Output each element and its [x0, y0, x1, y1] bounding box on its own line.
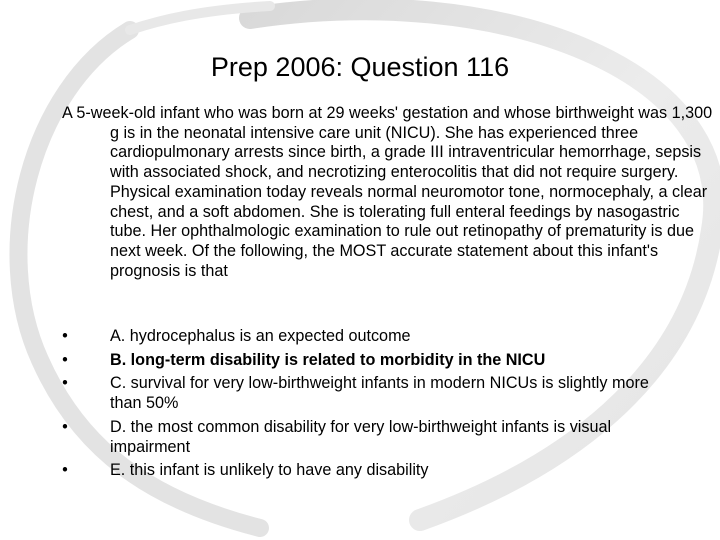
answer-option-c — [58, 374, 658, 413]
answer-option-text: A. hydrocephalus is an expected outcome — [110, 327, 411, 345]
answer-option-e — [58, 461, 658, 481]
bullet-icon: • — [62, 374, 68, 393]
slide-title: Prep 2006: Question 116 — [210, 52, 510, 82]
answer-option-d — [58, 418, 658, 457]
answer-option-text: D. the most common disability for very low-birthweight infants is visual impairment — [110, 417, 612, 456]
answer-option-a — [58, 327, 658, 347]
answer-option-b — [58, 351, 658, 371]
question-stem: A 5-week-old infant who was born at 29 weeks' gestation and whose birthweight was 1,300 g is in the neonatal intensive care unit (NICU). She has experienced three cardiopulmonary arrests since birth, a grade III intraventricular hemorrhage, sepsis with associated shock, and necrotizing enterocolitis that did not require surgery. Physical examination today reveals normal neuromotor tone, normocephaly, a clear chest, and a soft abdomen. She is tolerating full enteral feedings by nasogastric tube. Her ophthalmologic examination to rule out retinopathy of prematurity is due next week. Of the following, the MOST accurate statement about this infant's prognosis is that — [62, 104, 713, 280]
bullet-icon: • — [62, 327, 68, 345]
answer-option-text: C. survival for very low-birthweight infants in modern NICUs is slightly more than 50% — [110, 374, 649, 413]
answer-options-list — [58, 327, 658, 485]
bullet-icon: • — [62, 417, 68, 436]
bullet-icon: • — [62, 461, 68, 480]
answer-option-text: B. long-term disability is related to morbidity in the NICU — [110, 350, 546, 369]
answer-option-text: E. this infant is unlikely to have any disability — [110, 461, 429, 480]
bullet-icon: • — [62, 350, 68, 369]
